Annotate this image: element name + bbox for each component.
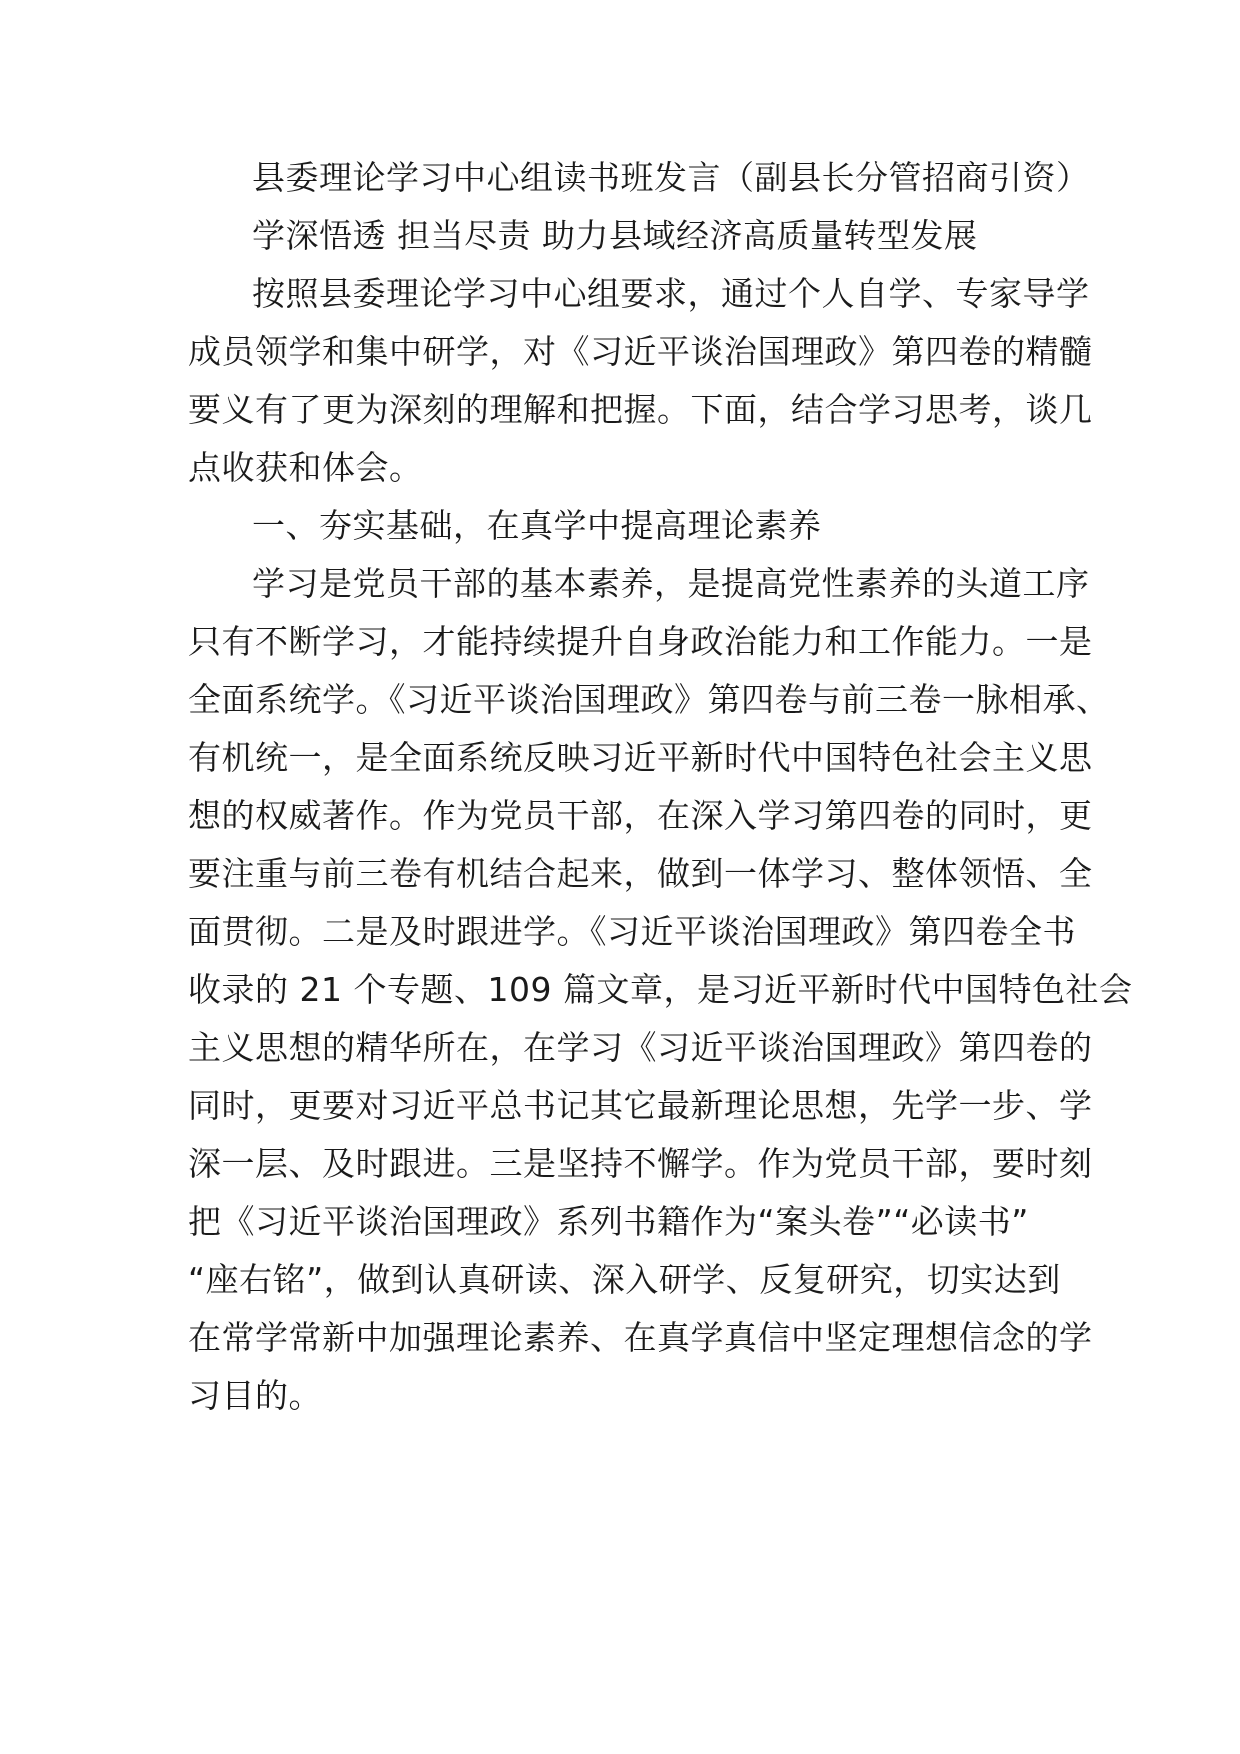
body-line: 主义思想的精华所在，在学习《习近平谈治国理政》第四卷的 — [188, 1028, 1093, 1067]
body-line: 只有不断学习，才能持续提升自身政治能力和工作能力。一是 — [188, 622, 1093, 661]
body-line: 成员领学和集中研学，对《习近平谈治国理政》第四卷的精髓 — [188, 332, 1093, 371]
body-line: 收录的 21 个专题、109 篇文章，是习近平新时代中国特色社会 — [188, 970, 1133, 1009]
body-line: 同时，更要对习近平总书记其它最新理论思想，先学一步、学 — [188, 1086, 1093, 1125]
body-line: 点收获和体会。 — [188, 448, 423, 487]
body-line: 全面系统学。《习近平谈治国理政》第四卷与前三卷一脉相承、 — [188, 680, 1110, 719]
body-line: 要注重与前三卷有机结合起来，做到一体学习、整体领悟、全 — [188, 854, 1093, 893]
body-line: 习目的。 — [188, 1376, 322, 1415]
body-line: 要义有了更为深刻的理解和把握。下面，结合学习思考，谈几 — [188, 390, 1093, 429]
body-line: 学习是党员干部的基本素养，是提高党性素养的头道工序 — [252, 564, 1090, 603]
body-line: 面贯彻。二是及时跟进学。《习近平谈治国理政》第四卷全书 — [188, 912, 1076, 951]
body-line: 有机统一，是全面系统反映习近平新时代中国特色社会主义思 — [188, 738, 1093, 777]
body-line: 想的权威著作。作为党员干部，在深入学习第四卷的同时，更 — [188, 796, 1093, 835]
section-heading: 一、夯实基础，在真学中提高理论素养 — [252, 506, 822, 545]
body-line: 在常学常新中加强理论素养、在真学真信中坚定理想信念的学 — [188, 1318, 1093, 1357]
document-subtitle: 学深悟透 担当尽责 助力县域经济高质量转型发展 — [252, 216, 978, 255]
document-title: 县委理论学习中心组读书班发言（副县长分管招商引资） — [252, 158, 1090, 197]
body-line: 深一层、及时跟进。三是坚持不懈学。作为党员干部，要时刻 — [188, 1144, 1093, 1183]
body-line: 把《习近平谈治国理政》系列书籍作为“案头卷”“必读书” — [188, 1202, 1029, 1241]
body-line: “座右铭”，做到认真研读、深入研学、反复研究，切实达到 — [188, 1260, 1061, 1299]
body-line: 按照县委理论学习中心组要求，通过个人自学、专家导学 — [252, 274, 1090, 313]
